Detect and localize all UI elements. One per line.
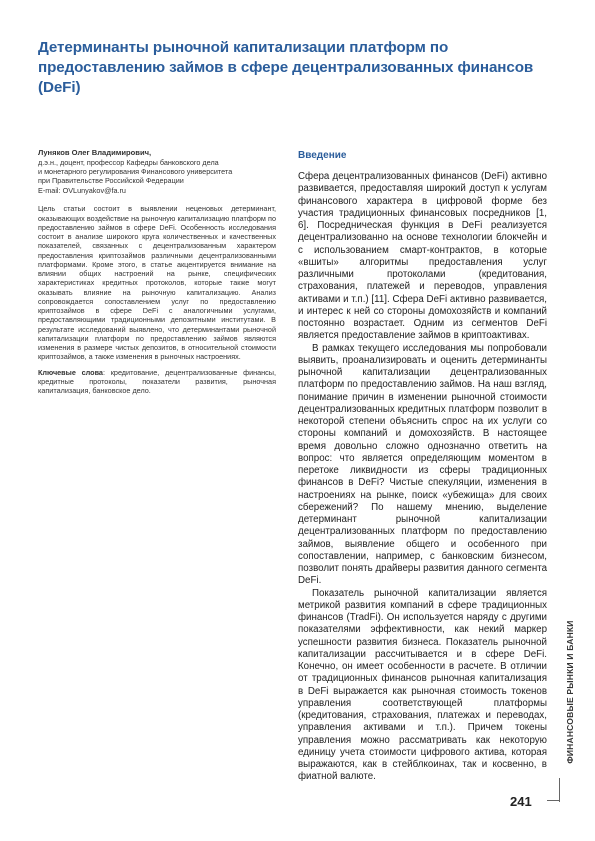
page-number: 241 <box>510 794 532 809</box>
affiliation-line: и монетарного регулирования Финансового университета <box>38 167 233 176</box>
affiliation-line: при Правительстве Российской Федерации <box>38 176 184 186</box>
page-number-divider <box>559 778 560 802</box>
author-email: E-mail: OVLunyakov@fa.ru <box>38 185 126 195</box>
journal-section-tab <box>563 606 577 778</box>
affiliation-line: д.э.н., доцент, профессор Кафедры банковского дела <box>38 157 219 167</box>
body-paragraph: Сфера децентрализованных финансов (DeFi) активно развивается, предоставляя широкий доступ к услугам финансового характера в цифровой форме без участия традиционных финансовых посредников [1, 6]. Посредническая функция в DeFi реализуется децентрализованно на основе технологии блокчейн и с использованием смарт-контрактов, в которые «вшиты» алгоритмы предоставления услуг различными протоколами (кредитования, страхования, платежей и переводов, управления активами и т.п.) [11]. Сфера DeFi активно развивается, и интерес к ней со стороны домохозяйств и компаний постоянно возрастает. Одним из сегментов DeFi является предоставление займов в криптоактивах. <box>298 171 547 342</box>
left-column <box>38 148 276 395</box>
body-paragraph: В рамках текущего исследования мы попробовали выявить, проанализировать и оценить детерминанты рыночной капитализации децентрализованных платформ по предоставлению займов. На наш взгляд, понимание причин в изменении рыночной стоимости децентрализованных кредитных платформ позволит в некоторой степени объяснить спрос на их услуги со стороны компаний и домохозяйств. В настоящее время довольно сложно однозначно ответить на вопрос: что является определяющим моментом в перетоке ликвидности из сферы традиционных финансов в DeFi? Чистые спекуляции, изменения в настроениях на рынке, поиск «убежища» для своих сбережений? По нашему мнению, выделение детерминант рыночной капитализации децентрализованных платформ по предоставлению займов, выявление общего и особенного при сопоставлении, например, с банковским бизнесом, позволит понять драйверы развития данного сегмента DeFi. <box>298 342 547 587</box>
author-name: Луняков Олег Владимирович, <box>38 148 152 157</box>
journal-section-label: ФИНАНСОВЫЕ РЫНКИ И БАНКИ <box>565 620 575 764</box>
intro-body <box>298 171 547 784</box>
keywords-label: Ключевые слова <box>38 367 103 377</box>
page-number-rule <box>547 800 560 801</box>
author-affiliation <box>38 158 276 195</box>
right-column <box>298 150 547 784</box>
abstract: Цель статьи состоит в выявлении неценовых детерминант, оказывающих воздействие на рыночную капитализацию платформ по предоставлению займов в сфере DeFi. Особенность исследования состоит в анализе широкого круга количественных и качественных показателей, связанных с децентрализованным характером предоставления криптозаймов различными децентрализованными платформами. Кроме этого, в статье акцентируется внимание на влиянии общих настроений на рынке, специфических характеристиках кредитных протоколов, которые также могут оказывать влияние на рыночную капитализацию. Анализ сопровождается сопоставлением услуг по предоставлению криптозаймов в сфере DeFi с аналогичными услугами, предоставляющими традиционными депозитными институтами. В результате исследований выявлено, что детерминантами рыночной капитализации платформ по предоставлению займов являются изменения в размере чистых депозитов, в относительной стоимости криптозаймов, а также изменения в рыночных настроениях. <box>38 204 276 362</box>
body-paragraph: Показатель рыночной капитализации является метрикой развития компаний в сфере традиционных финансов (TradFi). Он используется наряду с другими показателями эффективности, как некий маркер успешности развития бизнеса. Показатель рыночной капитализации рассчитывается и в сфере DeFi. Конечно, он имеет особенности в расчете. В отличии от традиционных финансов рыночная капитализация в DeFi выражается как рыночная стоимость токенов управления соответствующей платформы (кредитования, страхования, платежах и переводах, управления активами и т.п.). Причем токены управления можно рассматривать как некоторую единицу учета стоимости цифрового актива, которая выражаются, как в стейблкоинах, так и косвенно, в фиатной валюте. <box>298 587 547 783</box>
keywords-text: : кредитование, децентрализованные финансы, кредитные протоколы, показатели развития, рыночная капитализация, банковское дело. <box>38 367 277 395</box>
article-title: Детерминанты рыночной капитализации платформ по предоставлению займов в сфере децентрализованных финансов (DeFi) <box>38 39 534 96</box>
keywords <box>38 368 276 396</box>
section-heading: Введение <box>298 150 347 161</box>
